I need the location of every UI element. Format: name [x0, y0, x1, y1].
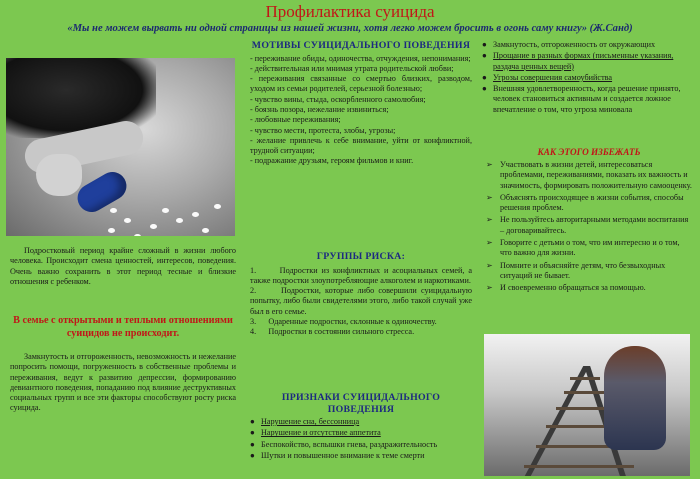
avoid-item: ➢ Участвовать в жизни детей, интересоваться проблемами, переживаниями, показать их важность и значимость, формировать положительную самооценку.: [486, 160, 692, 190]
motives-heading: МОТИВЫ СУИЦИДАЛЬНОГО ПОВЕДЕНИЯ: [251, 40, 471, 51]
page-title: Профилактика суицида: [265, 2, 435, 21]
bullet-icon: ●: [482, 40, 487, 49]
bullet-icon: ●: [250, 450, 255, 460]
sign-item: ● Угрозы совершения самоубийства: [482, 72, 613, 82]
sign-item: ● Прощание в разных формах (письменные указания, раздача ценных вещей): [482, 51, 674, 71]
signs-continued: [482, 40, 692, 116]
motive-item: - желание привлечь к себе внимание, уйти от конфликтной, трудной ситуации;: [250, 135, 472, 156]
pills-hand-photo: [6, 58, 235, 236]
motive-item: - действительная или мнимая утрата родительской любви;: [250, 63, 454, 73]
risk-groups-heading: ГРУППЫ РИСКА:: [316, 251, 406, 262]
sign-item: ● Замкнутость, отгороженность от окружающих: [482, 40, 656, 49]
avoid-item: ➢ Объяснять происходящее в жизни события, способы решения проблем.: [486, 192, 684, 213]
motives-section: [250, 40, 472, 167]
avoid-item: ➢ Помните и объясняйте детям, что безвыходных ситуаций не бывает.: [486, 260, 666, 280]
isolation-paragraph: Замкнутость и отгороженность, невозможность и нежелание попросить помощи, погруженность в собственные проблемы и переживания, ведут к развитию депрессии, формированию девиантного поведения, попаданию под влияние деструктивных социальных групп и все эти факторы способствуют росту риска суицида.: [10, 352, 236, 413]
sign-item: ● Беспокойство, вспышки гнева, раздражительность: [250, 439, 438, 449]
avoid-item: ➢ И своевременно обращаться за помощью.: [486, 283, 646, 293]
motive-item: - чувство вины, стыда, оскорбленного самолюбия;: [250, 94, 426, 104]
motive-item: - переживание обиды, одиночества, отчуждения, непонимания;: [250, 53, 471, 63]
bullet-icon: ●: [482, 72, 487, 82]
sign-item: ● Нарушение сна, бессонница: [250, 417, 360, 426]
warm-family-highlight: В семье с открытыми и теплыми отношениями суицидов не происходит.: [13, 315, 233, 339]
arrow-right-icon: ➢: [486, 192, 493, 202]
motive-item: - боязнь позора, нежелание извиниться;: [250, 104, 389, 114]
epigraph-quote: «Мы не можем вырвать ни одной страницы из нашей жизни, хотя легко можем бросить в огонь саму книгу» (Ж.Санд): [67, 23, 633, 34]
risk-groups-section: [250, 251, 472, 338]
girl-on-railway-photo: [484, 334, 690, 476]
motive-item: - чувство мести, протеста, злобы, угрозы;: [250, 125, 396, 135]
avoid-section: [486, 146, 692, 296]
bullet-icon: ●: [482, 51, 487, 61]
risk-group-item: 2. Подростки, которые либо совершили суицидальную попытку, либо были свидетелями этого, либо такой случай уже был в его семье.: [250, 286, 472, 316]
bullet-icon: ●: [250, 428, 255, 438]
arrow-right-icon: ➢: [486, 160, 493, 169]
bullet-icon: ●: [250, 439, 255, 449]
teen-period-paragraph: Подростковый период крайне сложный в жизни любого человека. Происходит смена ценностей, интересов, поведения. Очень важно сохранить в этот период тесные и близкие отношения с ребенком.: [10, 246, 236, 286]
risk-group-item: 4. Подростки в состоянии сильного стресса.: [250, 327, 415, 337]
arrow-right-icon: ➢: [486, 260, 493, 270]
signs-heading: ПРИЗНАКИ СУИЦИДАЛЬНОГО ПОВЕДЕНИЯ: [281, 392, 441, 415]
bullet-icon: ●: [482, 84, 487, 94]
arrow-right-icon: ➢: [486, 283, 493, 293]
motives-list: [250, 54, 472, 167]
signs-section: [250, 392, 472, 462]
motive-item: - подражание друзьям, героям фильмов и книг.: [250, 156, 414, 166]
bullet-icon: ●: [250, 417, 255, 426]
motive-item: - переживания связанные со смертью близких, разводом, уходом из семьи родителей, серьезной болезнью;: [250, 74, 472, 94]
risk-group-item: 3. Одаренные подростки, склонные к одиночеству.: [250, 316, 437, 326]
motive-item: - любовные переживания;: [250, 115, 341, 125]
sign-item: ● Внешняя удовлетворенность, когда решение принято, человек становиться активным и создается ложное впечатление о том, что угроза миновала: [482, 84, 681, 114]
arrow-right-icon: ➢: [486, 215, 493, 225]
avoid-item: ➢ Не пользуйтесь авторитарными методами воспитания – договаривайтесь.: [486, 215, 689, 235]
avoid-heading: КАК ЭТОГО ИЗБЕЖАТЬ: [537, 147, 641, 157]
sign-item: ● Шутки и повышенное внимание к теме смерти: [250, 450, 425, 460]
avoid-item: ➢ Говорите с детьми о том, что им интересно и о том, что важно для жизни.: [486, 238, 680, 258]
sign-item: ● Нарушение и отсутствие аппетита: [250, 428, 381, 438]
arrow-right-icon: ➢: [486, 238, 493, 248]
risk-group-item: 1. Подростки из конфликтных и асоциальных семей, а также подростки злоупотребляющие алкоголем и наркотиками.: [250, 265, 472, 285]
